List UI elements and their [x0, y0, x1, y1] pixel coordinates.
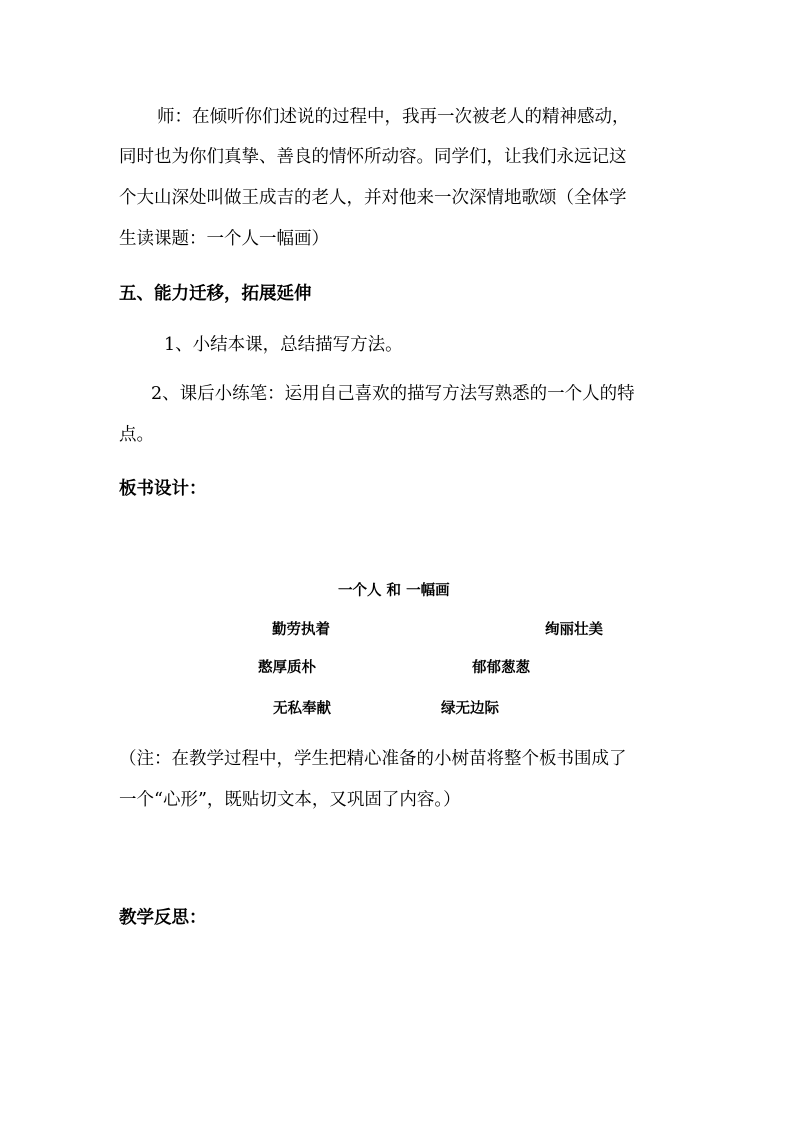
teacher-paragraph-line-1: 师：在倾听你们述说的过程中，我再一次被老人的精神感动，	[157, 107, 630, 127]
board-person-trait-1: 勤劳执着	[272, 621, 330, 638]
teacher-paragraph-line-3: 个大山深处叫做王成吉的老人，并对他来一次深情地歌颂（全体学	[119, 188, 627, 208]
reflection-heading: 教学反思：	[119, 908, 207, 928]
section-five-heading: 五、能力迁移，拓展延伸	[119, 284, 312, 304]
note-line-2: 一个“心形”，既贴切文本，又巩固了内容。）	[119, 790, 461, 810]
section-five-item-2-line-2: 点。	[119, 425, 154, 445]
board-painting-trait-3: 绿无边际	[441, 700, 499, 717]
teacher-paragraph-line-4: 生读课题：一个人一幅画）	[119, 229, 329, 249]
board-painting-trait-2: 郁郁葱葱	[472, 659, 530, 676]
note-line-1: （注：在教学过程中，学生把精心准备的小树苗将整个板书围成了	[119, 749, 627, 769]
board-person-trait-3: 无私奉献	[273, 700, 331, 717]
board-person-trait-2: 憨厚质朴	[258, 659, 316, 676]
board-design-heading: 板书设计：	[119, 479, 207, 499]
board-title: 一个人 和 一幅画	[338, 582, 450, 599]
section-five-item-1: 1、小结本课，总结描写方法。	[164, 335, 403, 355]
board-painting-trait-1: 绚丽壮美	[545, 621, 603, 638]
section-five-item-2-line-1: 2、课后小练笔：运用自己喜欢的描写方法写熟悉的一个人的特	[151, 384, 635, 404]
teacher-paragraph-line-2: 同时也为你们真挚、善良的情怀所动容。同学们，让我们永远记这	[119, 147, 627, 167]
